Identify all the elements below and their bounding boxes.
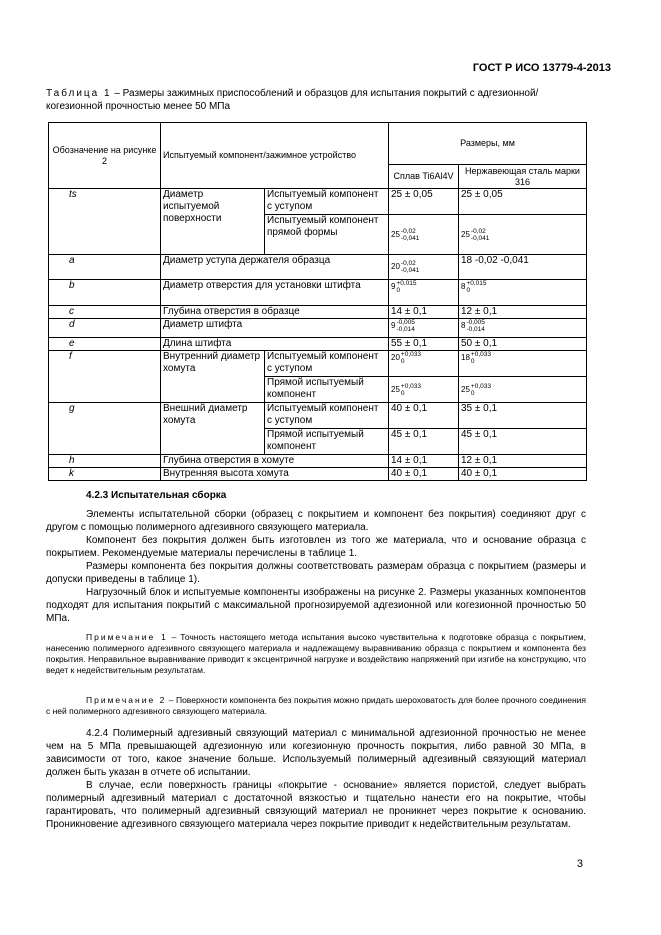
symbol-cell: b — [49, 280, 161, 306]
table-row — [49, 338, 587, 351]
note-text: – Точность настоящего метода испытания высоко чувствительна к подготовке образца с покрытием, нанесению полимерного адгезивного связующего материала и надлежащему выравниванию образца с покрытием и компонента без покрытия. Неправильное выравнивание приводит к эксцентричной нагрузке и воздействию напряжений при изгибе на конструкцию, что ведет к недействительным результатам. — [46, 632, 586, 675]
header-component: Испытуемый компонент/зажимное устройство — [161, 123, 389, 189]
page-number: 3 — [576, 858, 583, 870]
sub-description-cell: Испытуемый компонент с уступом — [265, 403, 389, 429]
symbol-cell: h — [49, 455, 161, 468]
tolerance-value: 25 -0,02 -0,041 — [461, 227, 490, 242]
value-cell: 40 ± 0,1 — [389, 403, 459, 429]
value-cell — [389, 377, 459, 403]
description-cell: Внутренний диаметр хомута — [161, 351, 265, 403]
document-code: ГОСТ Р ИСО 13779-4-2013 — [472, 62, 611, 74]
value-cell: 50 ± 0,1 — [459, 338, 587, 351]
description-cell: Внешний диаметр хомута — [161, 403, 265, 455]
table-caption-text: – Размеры зажимных приспособлений и образцов для испытания покрытий с адгезионной/когезионной прочностью менее 50 МПа — [46, 88, 539, 112]
table-caption-label: Таблица 1 — [46, 88, 112, 99]
header-steel: Нержавеющая сталь марки 316 — [459, 165, 587, 189]
note-label: Примечание 1 — [86, 632, 168, 642]
value-cell — [459, 280, 587, 306]
header-alloy: Сплав Ti6Al4V — [389, 165, 459, 189]
table-row — [49, 403, 587, 429]
sub-description-cell: Прямой испытуемый компонент — [265, 377, 389, 403]
sub-description-cell: Испытуемый компонент прямой формы — [265, 215, 389, 255]
tolerance-value: 18 +0,033 0 — [461, 351, 491, 365]
header-designation: Обозначение на рисунке 2 — [49, 123, 161, 189]
sub-description-cell: Прямой испытуемый компонент — [265, 429, 389, 455]
table-row — [49, 455, 587, 468]
value-cell: 25 ± 0,05 — [459, 189, 587, 215]
table-row — [49, 319, 587, 338]
tolerance-value: 8 +0,015 0 — [461, 280, 487, 294]
value-cell: 14 ± 0,1 — [389, 455, 459, 468]
description-cell: Диаметр уступа держателя образца — [161, 255, 389, 280]
value-cell: 45 ± 0,1 — [459, 429, 587, 455]
sub-description-cell: Испытуемый компонент с уступом — [265, 351, 389, 377]
value-cell — [459, 351, 587, 377]
paragraph: 4.2.4 Полимерный адгезивный связующий материал с минимальной адгезионной прочностью не менее чем на 5 МПа превышающей адгезионную или когезионную прочность покрытия, либо равной 30 МПа, в зависимости от того, какое значение больше. Используемый полимерный адгезивный связующий материал должен быть указан в отчете об испытании. — [46, 728, 586, 778]
tolerance-value: 9 -0,005 -0,014 — [391, 319, 415, 333]
description-cell: Диаметр испытуемой поверхности — [161, 189, 265, 255]
paragraph: Нагрузочный блок и испытуемые компоненты изображены на рисунке 2. Размеры указанных компонентов подходят для испытания покрытий с максимальной прогнозируемой адгезионной или когезионной прочностью 50 МПа. — [46, 587, 586, 624]
value-cell: 18 -0,02 -0,041 — [459, 255, 587, 280]
description-cell: Глубина отверстия в хомуте — [161, 455, 389, 468]
table-row — [49, 306, 587, 319]
tolerance-value: 9 +0,015 0 — [391, 280, 417, 294]
tolerance-value: 8 -0,005 -0,014 — [461, 319, 485, 333]
table-row — [49, 280, 587, 306]
sub-description-cell: Испытуемый компонент с уступом — [265, 189, 389, 215]
value-cell: 45 ± 0,1 — [389, 429, 459, 455]
header-dimensions: Размеры, мм — [389, 123, 587, 165]
value-cell: 12 ± 0,1 — [459, 306, 587, 319]
value-cell — [389, 215, 459, 255]
tolerance-value: 25 -0,02 -0,041 — [391, 227, 420, 242]
description-cell: Длина штифта — [161, 338, 389, 351]
symbol-cell: e — [49, 338, 161, 351]
body-text-block — [46, 508, 586, 625]
paragraph: Элементы испытательной сборки (образец с покрытием и компонент без покрытия) соединяют друг с другом с помощью полимерного адгезивного связующего материала. — [46, 509, 586, 533]
body-text-block-2 — [46, 727, 586, 831]
value-cell: 40 ± 0,1 — [389, 468, 459, 481]
note-text: – Поверхности компонента без покрытия можно придать шероховатость для более прочного соединения с ней полимерного адгезивного связующего материала. — [46, 695, 587, 716]
symbol-cell: c — [49, 306, 161, 319]
value-cell — [459, 215, 587, 255]
table-caption — [46, 87, 586, 113]
value-cell — [459, 377, 587, 403]
value-cell: 25 ± 0,05 — [389, 189, 459, 215]
paragraph: Размеры компонента без покрытия должны соответствовать размерам образца с покрытием (размеры и допуски приведены в таблице 1). — [46, 561, 586, 585]
value-cell — [389, 351, 459, 377]
table-row — [49, 255, 587, 280]
paragraph: В случае, если поверхность границы «покрытие - основание» является пористой, следует выбрать полимерный адгезивный материал с достаточной вязкостью и тщательно нанести его на покрытие, чтобы гарантировать, что полимерный адгезивный связующий материал не проникнет через покрытие к основанию. Проникновение адгезивного связующего материала через покрытие приводит к недействительным результатам. — [46, 780, 586, 830]
description-cell: Диаметр отверстия для установки штифта — [161, 280, 389, 306]
value-cell: 55 ± 0,1 — [389, 338, 459, 351]
paragraph: Компонент без покрытия должен быть изготовлен из того же материала, что и основание образца с покрытием. Рекомендуемые материалы перечислены в таблице 1. — [46, 535, 586, 559]
table-row — [49, 351, 587, 377]
value-cell — [389, 319, 459, 338]
symbol-cell: k — [49, 468, 161, 481]
tolerance-value: 20 -0,02 -0,041 — [391, 260, 420, 274]
value-cell — [389, 255, 459, 280]
tolerance-value: 25 +0,033 0 — [461, 382, 491, 397]
section-heading: 4.2.3 Испытательная сборка — [86, 490, 227, 501]
note-2 — [46, 695, 586, 717]
symbol-cell: g — [49, 403, 161, 455]
value-cell — [389, 280, 459, 306]
value-cell: 14 ± 0,1 — [389, 306, 459, 319]
note-1 — [46, 632, 586, 676]
description-cell: Глубина отверстия в образце — [161, 306, 389, 319]
symbol-cell: ts — [49, 189, 161, 255]
table-row — [49, 189, 587, 215]
tolerance-value: 25 +0,033 0 — [391, 382, 421, 397]
dimensions-table — [48, 122, 587, 481]
table-row — [49, 468, 587, 481]
description-cell: Диаметр штифта — [161, 319, 389, 338]
value-cell: 35 ± 0,1 — [459, 403, 587, 429]
note-label: Примечание 2 — [86, 695, 167, 705]
description-cell: Внутренняя высота хомута — [161, 468, 389, 481]
value-cell: 40 ± 0,1 — [459, 468, 587, 481]
tolerance-value: 20 +0,033 0 — [391, 351, 421, 365]
symbol-cell: a — [49, 255, 161, 280]
value-cell — [459, 319, 587, 338]
value-cell: 12 ± 0,1 — [459, 455, 587, 468]
symbol-cell: f — [49, 351, 161, 403]
symbol-cell: d — [49, 319, 161, 338]
